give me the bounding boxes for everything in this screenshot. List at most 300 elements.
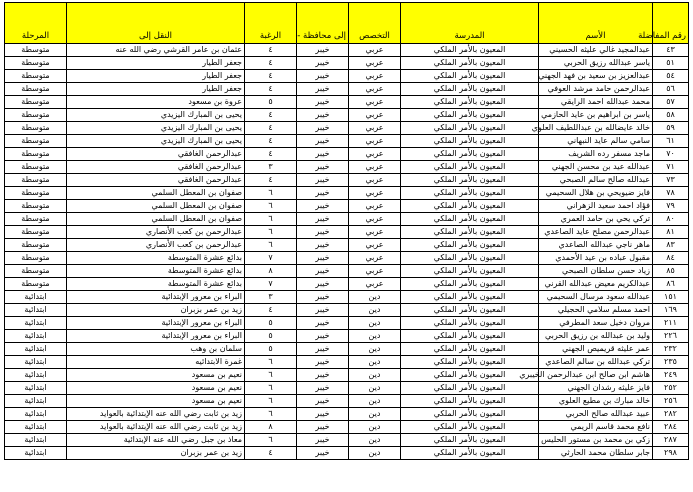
table-row: [5, 70, 689, 83]
cell-name[interactable]: سامي سالم عايد النبهاني: [539, 135, 653, 148]
cell-governorate[interactable]: خيبر: [297, 304, 349, 317]
cell-transfer-to[interactable]: بدائع عشرة المتوسطة: [67, 265, 245, 278]
cell-preference[interactable]: ٤: [245, 304, 297, 317]
cell-transfer-to[interactable]: بدائع عشرة المتوسطة: [67, 252, 245, 265]
header-rank[interactable]: رقم المفاضلة: [653, 3, 689, 44]
cell-governorate[interactable]: خيبر: [297, 83, 349, 96]
table-row: [5, 291, 689, 304]
table-row: [5, 213, 689, 226]
cell-preference[interactable]: ٤: [245, 70, 297, 83]
cell-preference[interactable]: ٤: [245, 135, 297, 148]
cell-school[interactable]: المعيون بالأمر الملكي: [401, 187, 539, 200]
cell-school[interactable]: المعيون بالأمر الملكي: [401, 57, 539, 70]
cell-school[interactable]: المعيون بالأمر الملكي: [401, 356, 539, 369]
cell-specialty[interactable]: دين: [349, 343, 401, 356]
cell-stage[interactable]: متوسطة: [5, 226, 67, 239]
cell-transfer-to[interactable]: جعفر الطيار: [67, 57, 245, 70]
cell-school[interactable]: المعيون بالأمر الملكي: [401, 304, 539, 317]
table-row: [5, 304, 689, 317]
cell-governorate[interactable]: خيبر: [297, 200, 349, 213]
cell-stage[interactable]: ابتدائية: [5, 369, 67, 382]
cell-stage[interactable]: متوسطة: [5, 44, 67, 57]
cell-governorate[interactable]: خيبر: [297, 278, 349, 291]
cell-specialty[interactable]: عربي: [349, 187, 401, 200]
cell-name[interactable]: ياسر عبدالله رزيق الحربي: [539, 57, 653, 70]
table-row: [5, 187, 689, 200]
cell-stage[interactable]: ابتدائية: [5, 356, 67, 369]
cell-specialty[interactable]: دين: [349, 369, 401, 382]
cell-transfer-to[interactable]: يحيى بن المبارك اليزيدي: [67, 122, 245, 135]
cell-preference[interactable]: ٤: [245, 148, 297, 161]
cell-school[interactable]: المعيون بالأمر الملكي: [401, 278, 539, 291]
cell-name[interactable]: عبدالكريم معيض عبدالله القرني: [539, 278, 653, 291]
cell-name[interactable]: فؤاد احمد سعيد الزهراني: [539, 200, 653, 213]
table-row: [5, 174, 689, 187]
cell-stage[interactable]: ابتدائية: [5, 317, 67, 330]
cell-stage[interactable]: ابتدائية: [5, 343, 67, 356]
cell-governorate[interactable]: خيبر: [297, 226, 349, 239]
cell-preference[interactable]: ٧: [245, 278, 297, 291]
cell-specialty[interactable]: عربي: [349, 252, 401, 265]
cell-name[interactable]: مروان دخيل سعد المطرفي: [539, 317, 653, 330]
cell-rank[interactable]: ٨٥: [653, 265, 689, 278]
cell-governorate[interactable]: خيبر: [297, 369, 349, 382]
cell-governorate[interactable]: خيبر: [297, 382, 349, 395]
table-row: [5, 356, 689, 369]
cell-governorate[interactable]: خيبر: [297, 57, 349, 70]
cell-school[interactable]: المعيون بالأمر الملكي: [401, 44, 539, 57]
cell-preference[interactable]: ٤: [245, 57, 297, 70]
cell-stage[interactable]: متوسطة: [5, 187, 67, 200]
cell-school[interactable]: المعيون بالأمر الملكي: [401, 434, 539, 447]
cell-specialty[interactable]: دين: [349, 356, 401, 369]
cell-school[interactable]: المعيون بالأمر الملكي: [401, 213, 539, 226]
cell-stage[interactable]: ابتدائية: [5, 421, 67, 434]
cell-specialty[interactable]: دين: [349, 291, 401, 304]
cell-stage[interactable]: متوسطة: [5, 278, 67, 291]
cell-name[interactable]: عبدالله سعود مرسال السحيمي: [539, 291, 653, 304]
cell-specialty[interactable]: عربي: [349, 226, 401, 239]
cell-name[interactable]: ياسر بن ابراهيم بن عايد الحازمي: [539, 109, 653, 122]
cell-specialty[interactable]: عربي: [349, 239, 401, 252]
cell-rank[interactable]: ٧٠: [653, 148, 689, 161]
cell-stage[interactable]: متوسطة: [5, 239, 67, 252]
cell-specialty[interactable]: عربي: [349, 96, 401, 109]
table-row: [5, 122, 689, 135]
cell-transfer-to[interactable]: يحيى بن المبارك اليزيدي: [67, 109, 245, 122]
cell-governorate[interactable]: خيبر: [297, 148, 349, 161]
cell-governorate[interactable]: خيبر: [297, 265, 349, 278]
cell-stage[interactable]: متوسطة: [5, 83, 67, 96]
cell-transfer-to[interactable]: عبدالرحمن بن كعب الأنصاري: [67, 226, 245, 239]
cell-specialty[interactable]: دين: [349, 382, 401, 395]
cell-transfer-to[interactable]: بدائع عشرة المتوسطة: [67, 278, 245, 291]
cell-school[interactable]: المعيون بالأمر الملكي: [401, 252, 539, 265]
cell-specialty[interactable]: عربي: [349, 148, 401, 161]
cell-stage[interactable]: ابتدائية: [5, 330, 67, 343]
cell-school[interactable]: المعيون بالأمر الملكي: [401, 122, 539, 135]
cell-name[interactable]: نافع محمد قاسم الريمي: [539, 421, 653, 434]
cell-rank[interactable]: ٥٦: [653, 83, 689, 96]
table-body: [5, 44, 689, 460]
cell-preference[interactable]: ٦: [245, 434, 297, 447]
cell-transfer-to[interactable]: زيد بن عمر بزبران: [67, 304, 245, 317]
cell-name[interactable]: عبدالله صالح سالم الصبحي: [539, 174, 653, 187]
cell-name[interactable]: خالد عايضالله بن عبداللطيف العلوي: [539, 122, 653, 135]
cell-transfer-to[interactable]: البراء بن معرور الإبتدائية: [67, 330, 245, 343]
cell-transfer-to[interactable]: صفوان بن المعطل السلمي: [67, 187, 245, 200]
cell-rank[interactable]: ٢٥٢: [653, 382, 689, 395]
cell-specialty[interactable]: عربي: [349, 161, 401, 174]
table-row: [5, 343, 689, 356]
header-preference[interactable]: الرغبة: [245, 3, 297, 44]
header-stage[interactable]: المرحلة: [5, 3, 67, 44]
cell-governorate[interactable]: خيبر: [297, 421, 349, 434]
cell-specialty[interactable]: عربي: [349, 83, 401, 96]
cell-governorate[interactable]: خيبر: [297, 239, 349, 252]
cell-transfer-to[interactable]: عروة بن مسعود: [67, 96, 245, 109]
cell-transfer-to[interactable]: عبدالرحمن الغافقي: [67, 161, 245, 174]
cell-school[interactable]: المعيون بالأمر الملكي: [401, 330, 539, 343]
cell-school[interactable]: المعيون بالأمر الملكي: [401, 70, 539, 83]
cell-transfer-to[interactable]: البراء بن معرور الإبتدائية: [67, 317, 245, 330]
table-row: [5, 317, 689, 330]
cell-rank[interactable]: ٧٩: [653, 200, 689, 213]
table-row: [5, 135, 689, 148]
cell-stage[interactable]: متوسطة: [5, 135, 67, 148]
cell-name[interactable]: عبدالعزيز بن سعيد بن فهد الجهني: [539, 70, 653, 83]
cell-specialty[interactable]: عربي: [349, 135, 401, 148]
cell-governorate[interactable]: خيبر: [297, 434, 349, 447]
table-row: [5, 421, 689, 434]
table-row: [5, 447, 689, 460]
cell-school[interactable]: المعيون بالأمر الملكي: [401, 96, 539, 109]
cell-name[interactable]: تركي يحي بن حامد العمري: [539, 213, 653, 226]
transfer-table: [4, 2, 689, 460]
header-school[interactable]: المدرسة: [401, 3, 539, 44]
cell-governorate[interactable]: خيبر: [297, 356, 349, 369]
cell-rank[interactable]: ٥٨: [653, 109, 689, 122]
table-row: [5, 44, 689, 57]
cell-preference[interactable]: ٣: [245, 291, 297, 304]
cell-rank[interactable]: ٨٤: [653, 252, 689, 265]
cell-transfer-to[interactable]: زيد بن عمر بزبران: [67, 447, 245, 460]
cell-rank[interactable]: ٥٤: [653, 70, 689, 83]
cell-transfer-to[interactable]: سلمان بن وهب: [67, 343, 245, 356]
cell-school[interactable]: المعيون بالأمر الملكي: [401, 382, 539, 395]
cell-name[interactable]: عبدالرحمن مصلح عايد الصاعدي: [539, 226, 653, 239]
table-row: [5, 200, 689, 213]
cell-school[interactable]: المعيون بالأمر الملكي: [401, 369, 539, 382]
cell-preference[interactable]: ٦: [245, 187, 297, 200]
cell-name[interactable]: عبدالرحمن حامد مرشد العوفي: [539, 83, 653, 96]
cell-rank[interactable]: ٢٥٦: [653, 395, 689, 408]
cell-stage[interactable]: متوسطة: [5, 252, 67, 265]
cell-stage[interactable]: متوسطة: [5, 109, 67, 122]
cell-governorate[interactable]: خيبر: [297, 109, 349, 122]
cell-transfer-to[interactable]: عبدالرحمن بن كعب الأنصاري: [67, 239, 245, 252]
table-row: [5, 226, 689, 239]
cell-specialty[interactable]: عربي: [349, 70, 401, 83]
table-row: [5, 148, 689, 161]
cell-specialty[interactable]: عربي: [349, 278, 401, 291]
cell-specialty[interactable]: عربي: [349, 265, 401, 278]
cell-school[interactable]: المعيون بالأمر الملكي: [401, 83, 539, 96]
cell-name[interactable]: جابر سلطان محمد الحارثي: [539, 447, 653, 460]
cell-specialty[interactable]: دين: [349, 330, 401, 343]
cell-rank[interactable]: ٢١١: [653, 317, 689, 330]
cell-stage[interactable]: متوسطة: [5, 174, 67, 187]
cell-preference[interactable]: ٤: [245, 447, 297, 460]
cell-governorate[interactable]: خيبر: [297, 122, 349, 135]
header-transfer-to[interactable]: النقل إلى: [67, 3, 245, 44]
cell-stage[interactable]: ابتدائية: [5, 382, 67, 395]
cell-name[interactable]: مقبول عباده بن عيد الأحمدي: [539, 252, 653, 265]
cell-transfer-to[interactable]: جعفر الطيار: [67, 70, 245, 83]
cell-stage[interactable]: ابتدائية: [5, 304, 67, 317]
cell-rank[interactable]: ٥٩: [653, 122, 689, 135]
cell-name[interactable]: احمد مسلم سلامي الحجيلي: [539, 304, 653, 317]
cell-stage[interactable]: متوسطة: [5, 213, 67, 226]
cell-preference[interactable]: ٨: [245, 421, 297, 434]
cell-specialty[interactable]: عربي: [349, 57, 401, 70]
cell-transfer-to[interactable]: جعفر الطيار: [67, 83, 245, 96]
cell-specialty[interactable]: دين: [349, 434, 401, 447]
cell-rank[interactable]: ٧٨: [653, 187, 689, 200]
cell-stage[interactable]: متوسطة: [5, 122, 67, 135]
cell-specialty[interactable]: دين: [349, 317, 401, 330]
cell-rank[interactable]: ٧١: [653, 161, 689, 174]
cell-school[interactable]: المعيون بالأمر الملكي: [401, 200, 539, 213]
table-row: [5, 252, 689, 265]
cell-name[interactable]: فايز ضيويحي بن هلال السحيمي: [539, 187, 653, 200]
cell-rank[interactable]: ٧٣: [653, 174, 689, 187]
cell-specialty[interactable]: عربي: [349, 200, 401, 213]
cell-governorate[interactable]: خيبر: [297, 70, 349, 83]
cell-preference[interactable]: ٦: [245, 200, 297, 213]
cell-preference[interactable]: ٦: [245, 382, 297, 395]
cell-governorate[interactable]: خيبر: [297, 330, 349, 343]
cell-name[interactable]: تركي عبدالله بن سالم الصاعدي: [539, 356, 653, 369]
cell-rank[interactable]: ٢٨٧: [653, 434, 689, 447]
cell-name[interactable]: وليد بن عبدالله بن رزيق الحربي: [539, 330, 653, 343]
cell-school[interactable]: المعيون بالأمر الملكي: [401, 135, 539, 148]
cell-stage[interactable]: متوسطة: [5, 200, 67, 213]
cell-transfer-to[interactable]: صفوان بن المعطل السلمي: [67, 213, 245, 226]
cell-specialty[interactable]: دين: [349, 408, 401, 421]
cell-specialty[interactable]: دين: [349, 447, 401, 460]
cell-governorate[interactable]: خيبر: [297, 174, 349, 187]
cell-preference[interactable]: ٦: [245, 369, 297, 382]
cell-governorate[interactable]: خيبر: [297, 161, 349, 174]
cell-transfer-to[interactable]: غمرة الابتدائيه: [67, 356, 245, 369]
cell-stage[interactable]: متوسطة: [5, 70, 67, 83]
cell-specialty[interactable]: دين: [349, 395, 401, 408]
cell-preference[interactable]: ٦: [245, 356, 297, 369]
cell-name[interactable]: خالد مبارك بن مطيع العلوي: [539, 395, 653, 408]
cell-transfer-to[interactable]: زيد بن ثابت رضي الله عنه الإبتدائية بالعوايد: [67, 408, 245, 421]
spreadsheet: [4, 2, 688, 460]
cell-stage[interactable]: متوسطة: [5, 148, 67, 161]
table-row: [5, 161, 689, 174]
table-row: [5, 395, 689, 408]
cell-preference[interactable]: ٦: [245, 213, 297, 226]
cell-school[interactable]: المعيون بالأمر الملكي: [401, 343, 539, 356]
cell-rank[interactable]: ١٥١: [653, 291, 689, 304]
cell-transfer-to[interactable]: البراء بن معرور الإبتدائية: [67, 291, 245, 304]
cell-governorate[interactable]: خيبر: [297, 408, 349, 421]
table-row: [5, 369, 689, 382]
cell-stage[interactable]: متوسطة: [5, 96, 67, 109]
cell-governorate[interactable]: خيبر: [297, 96, 349, 109]
cell-specialty[interactable]: عربي: [349, 213, 401, 226]
cell-transfer-to[interactable]: عبدالرحمن الغافقي: [67, 148, 245, 161]
header-name[interactable]: الأسم: [539, 3, 653, 44]
cell-preference[interactable]: ٤: [245, 122, 297, 135]
cell-school[interactable]: المعيون بالأمر الملكي: [401, 148, 539, 161]
cell-preference[interactable]: ٤: [245, 44, 297, 57]
cell-stage[interactable]: متوسطة: [5, 265, 67, 278]
cell-preference[interactable]: ٣: [245, 161, 297, 174]
table-row: [5, 109, 689, 122]
cell-transfer-to[interactable]: نعيم بن مسعود: [67, 382, 245, 395]
cell-name[interactable]: محمد عبدالله احمد الرايقي: [539, 96, 653, 109]
cell-rank[interactable]: ٢٨٢: [653, 408, 689, 421]
cell-governorate[interactable]: خيبر: [297, 187, 349, 200]
cell-rank[interactable]: ٥٧: [653, 96, 689, 109]
cell-school[interactable]: المعيون بالأمر الملكي: [401, 161, 539, 174]
cell-rank[interactable]: ٢٣٢: [653, 343, 689, 356]
header-to-governorate[interactable]: إلى محافظة -: [297, 3, 349, 44]
cell-stage[interactable]: متوسطة: [5, 161, 67, 174]
cell-stage[interactable]: ابتدائية: [5, 395, 67, 408]
cell-school[interactable]: المعيون بالأمر الملكي: [401, 447, 539, 460]
cell-name[interactable]: زياد حسن سلطان الصبحي: [539, 265, 653, 278]
cell-name[interactable]: ماهر ناجي عبدالله الصاعدي: [539, 239, 653, 252]
cell-governorate[interactable]: خيبر: [297, 317, 349, 330]
cell-school[interactable]: المعيون بالأمر الملكي: [401, 421, 539, 434]
cell-governorate[interactable]: خيبر: [297, 343, 349, 356]
cell-name[interactable]: ماجد مسفر رده الشريف: [539, 148, 653, 161]
cell-rank[interactable]: ٢٢٦: [653, 330, 689, 343]
cell-stage[interactable]: متوسطة: [5, 57, 67, 70]
cell-rank[interactable]: ١٦٩: [653, 304, 689, 317]
cell-rank[interactable]: ٨٦: [653, 278, 689, 291]
cell-name[interactable]: فايز عليثه رشدان الجهني: [539, 382, 653, 395]
cell-preference[interactable]: ٤: [245, 174, 297, 187]
cell-school[interactable]: المعيون بالأمر الملكي: [401, 109, 539, 122]
cell-school[interactable]: المعيون بالأمر الملكي: [401, 395, 539, 408]
cell-transfer-to[interactable]: زيد بن ثابت رضي الله عنه الإبتدائية بالعوايد: [67, 421, 245, 434]
table-row: [5, 265, 689, 278]
cell-name[interactable]: عبدالمجيد غالي عليثه الحسيني: [539, 44, 653, 57]
cell-preference[interactable]: ٧: [245, 252, 297, 265]
table-row: [5, 239, 689, 252]
cell-rank[interactable]: ٨١: [653, 226, 689, 239]
cell-transfer-to[interactable]: نعيم بن مسعود: [67, 395, 245, 408]
cell-stage[interactable]: ابتدائية: [5, 447, 67, 460]
table-row: [5, 83, 689, 96]
cell-rank[interactable]: ٢٤٩: [653, 369, 689, 382]
cell-transfer-to[interactable]: عثمان بن عامر القرشي رضي الله عنه: [67, 44, 245, 57]
cell-name[interactable]: عمر عليثه قريميص الجهني: [539, 343, 653, 356]
table-row: [5, 96, 689, 109]
cell-stage[interactable]: ابتدائية: [5, 408, 67, 421]
table-row: [5, 330, 689, 343]
cell-school[interactable]: المعيون بالأمر الملكي: [401, 239, 539, 252]
cell-governorate[interactable]: خيبر: [297, 447, 349, 460]
cell-transfer-to[interactable]: عبدالرحمن الغافقي: [67, 174, 245, 187]
cell-preference[interactable]: ٨: [245, 265, 297, 278]
cell-governorate[interactable]: خيبر: [297, 135, 349, 148]
cell-stage[interactable]: ابتدائية: [5, 434, 67, 447]
header-specialty[interactable]: التخصص: [349, 3, 401, 44]
cell-school[interactable]: المعيون بالأمر الملكي: [401, 317, 539, 330]
cell-specialty[interactable]: عربي: [349, 44, 401, 57]
cell-school[interactable]: المعيون بالأمر الملكي: [401, 226, 539, 239]
cell-preference[interactable]: ٥: [245, 317, 297, 330]
cell-rank[interactable]: ٨٠: [653, 213, 689, 226]
cell-transfer-to[interactable]: معاذ بن جبل رضي الله عنه الإبتدائية: [67, 434, 245, 447]
header-row: [5, 3, 689, 44]
cell-rank[interactable]: ٢٣٥: [653, 356, 689, 369]
table-row: [5, 408, 689, 421]
cell-name[interactable]: عبيد عبدالله صالح الحربي: [539, 408, 653, 421]
table-row: [5, 57, 689, 70]
cell-specialty[interactable]: دين: [349, 421, 401, 434]
cell-specialty[interactable]: عربي: [349, 122, 401, 135]
cell-specialty[interactable]: عربي: [349, 174, 401, 187]
cell-governorate[interactable]: خيبر: [297, 252, 349, 265]
cell-school[interactable]: المعيون بالأمر الملكي: [401, 174, 539, 187]
table-row: [5, 382, 689, 395]
table-row: [5, 434, 689, 447]
cell-preference[interactable]: ٦: [245, 226, 297, 239]
cell-school[interactable]: المعيون بالأمر الملكي: [401, 265, 539, 278]
cell-name[interactable]: زكي بن محمد بن مستور الحليس: [539, 434, 653, 447]
cell-preference[interactable]: ٤: [245, 83, 297, 96]
cell-preference[interactable]: ٦: [245, 408, 297, 421]
cell-rank[interactable]: ٢٩٨: [653, 447, 689, 460]
cell-rank[interactable]: ٨٣: [653, 239, 689, 252]
cell-governorate[interactable]: خيبر: [297, 44, 349, 57]
cell-school[interactable]: المعيون بالأمر الملكي: [401, 291, 539, 304]
cell-stage[interactable]: ابتدائية: [5, 291, 67, 304]
cell-specialty[interactable]: دين: [349, 304, 401, 317]
cell-preference[interactable]: ٥: [245, 330, 297, 343]
cell-rank[interactable]: ٤٣: [653, 44, 689, 57]
cell-governorate[interactable]: خيبر: [297, 213, 349, 226]
cell-name[interactable]: عبدالله عيد بن محسن الجهني: [539, 161, 653, 174]
cell-rank[interactable]: ٦١: [653, 135, 689, 148]
cell-school[interactable]: المعيون بالأمر الملكي: [401, 408, 539, 421]
cell-transfer-to[interactable]: صفوان بن المعطل السلمي: [67, 200, 245, 213]
cell-rank[interactable]: ٢٨٤: [653, 421, 689, 434]
cell-governorate[interactable]: خيبر: [297, 291, 349, 304]
cell-preference[interactable]: ٦: [245, 395, 297, 408]
cell-preference[interactable]: ٥: [245, 343, 297, 356]
cell-governorate[interactable]: خيبر: [297, 395, 349, 408]
cell-preference[interactable]: ٤: [245, 109, 297, 122]
cell-transfer-to[interactable]: نعيم بن مسعود: [67, 369, 245, 382]
cell-preference[interactable]: ٦: [245, 239, 297, 252]
cell-specialty[interactable]: عربي: [349, 109, 401, 122]
cell-name[interactable]: هاشم ابن صالح ابن عبدالرحمن الخيبري: [539, 369, 653, 382]
cell-rank[interactable]: ٥١: [653, 57, 689, 70]
cell-preference[interactable]: ٥: [245, 96, 297, 109]
table-row: [5, 278, 689, 291]
cell-transfer-to[interactable]: يحيى بن المبارك اليزيدي: [67, 135, 245, 148]
